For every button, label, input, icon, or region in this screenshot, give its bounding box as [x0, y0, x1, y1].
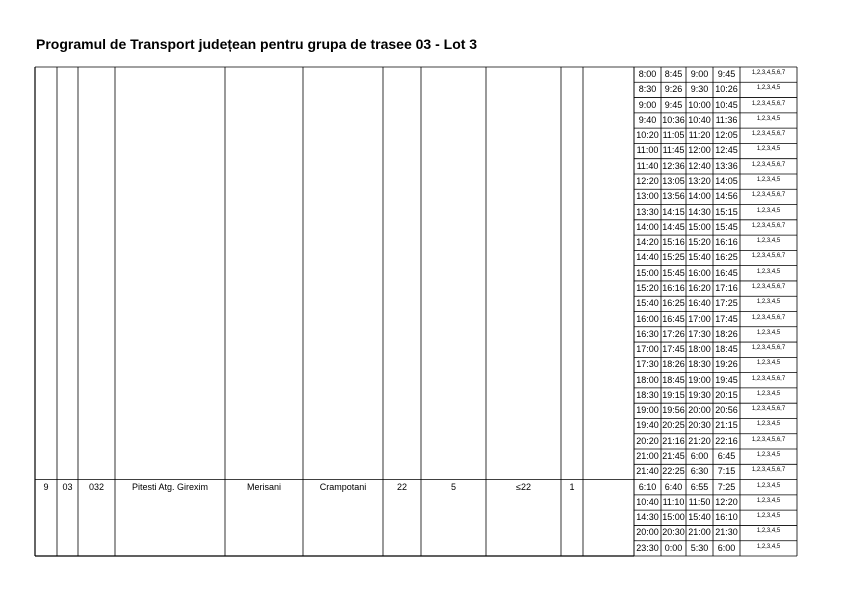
schedule-time-cell: 16:00 [636, 313, 659, 324]
schedule-time-cell: 10:20 [636, 130, 659, 141]
schedule-days-cell: 1,2,3,4,5,6,7 [751, 192, 786, 199]
schedule-time-cell: 17:00 [688, 313, 711, 324]
schedule-time-cell: 6:40 [664, 481, 683, 492]
schedule-time-cell: 12:00 [688, 145, 711, 156]
schedule-time-cell: 22:25 [662, 466, 685, 477]
schedule-days-cell: 1,2,3,4,5,6,7 [751, 436, 786, 443]
schedule-time-cell: 15:16 [662, 237, 685, 248]
schedule-time-cell: 21:00 [636, 451, 659, 462]
schedule-time-cell: 7:15 [717, 466, 736, 477]
schedule-time-cell: 14:05 [715, 175, 738, 186]
schedule-time-cell: 12:36 [662, 160, 685, 171]
schedule-time-cell: 11:40 [636, 160, 659, 171]
schedule-time-cell: 21:20 [688, 435, 711, 446]
schedule-time-cell: 14:40 [636, 252, 659, 263]
schedule-days-cell: 1,2,3,4,5 [756, 176, 781, 183]
schedule-time-cell: 15:20 [688, 237, 711, 248]
schedule-time-cell: 13:30 [636, 206, 659, 217]
route-end-cell: Crampotani [319, 481, 367, 492]
schedule-time-cell: 15:25 [662, 252, 685, 263]
schedule-time-cell: 9:40 [638, 114, 657, 125]
schedule-time-cell: 19:56 [662, 405, 685, 416]
schedule-time-cell: 10:40 [688, 114, 711, 125]
schedule-time-cell: 9:30 [690, 84, 709, 95]
route-capacity-cell: ≤22 [516, 481, 531, 492]
schedule-time-cell: 14:20 [636, 237, 659, 248]
schedule-time-cell: 11:36 [715, 114, 738, 125]
schedule-days-cell: 1,2,3,4,5,6,7 [751, 283, 786, 290]
schedule-days-cell: 1,2,3,4,5 [756, 268, 781, 275]
schedule-days-cell: 1,2,3,4,5,6,7 [751, 345, 786, 352]
schedule-time-cell: 22:16 [715, 435, 738, 446]
schedule-time-cell: 16:25 [662, 298, 685, 309]
schedule-days-cell: 1,2,3,4,5 [756, 299, 781, 306]
schedule-time-cell: 15:15 [715, 206, 738, 217]
schedule-time-cell: 15:00 [688, 221, 711, 232]
route-code-cell: 032 [88, 481, 105, 492]
schedule-time-cell: 15:40 [688, 512, 711, 523]
schedule-time-cell: 9:00 [638, 99, 657, 110]
schedule-time-cell: 8:45 [664, 69, 683, 79]
schedule-time-cell: 19:15 [662, 389, 685, 400]
schedule-time-cell: 13:56 [662, 191, 685, 202]
schedule-time-cell: 7:25 [717, 481, 736, 492]
schedule-time-cell: 16:45 [662, 313, 685, 324]
schedule-time-cell: 15:00 [662, 512, 685, 523]
schedule-days-cell: 1,2,3,4,5,6,7 [751, 253, 786, 260]
schedule-time-cell: 20:00 [636, 527, 659, 538]
schedule-time-cell: 10:36 [662, 114, 685, 125]
schedule-time-cell: 18:30 [688, 359, 711, 370]
schedule-time-cell: 11:20 [688, 130, 711, 141]
schedule-time-cell: 21:15 [715, 420, 738, 431]
schedule-time-cell: 12:40 [688, 160, 711, 171]
schedule-time-cell: 21:00 [688, 527, 711, 538]
schedule-time-cell: 14:00 [636, 221, 659, 232]
schedule-time-cell: 6:30 [690, 466, 709, 477]
schedule-days-cell: 1,2,3,4,5 [756, 115, 781, 122]
schedule-time-cell: 15:40 [688, 252, 711, 263]
schedule-time-cell: 8:30 [638, 84, 657, 95]
schedule-days-cell: 1,2,3,4,5,6,7 [751, 100, 786, 107]
schedule-days-cell: 1,2,3,4,5,6,7 [751, 222, 786, 229]
schedule-time-cell: 18:26 [715, 328, 738, 339]
schedule-time-cell: 17:25 [715, 298, 738, 309]
schedule-time-cell: 18:30 [636, 389, 659, 400]
schedule-time-cell: 23:30 [636, 542, 659, 553]
schedule-time-cell: 9:00 [690, 69, 709, 79]
schedule-time-cell: 17:45 [662, 344, 685, 355]
schedule-time-cell: 14:45 [662, 221, 685, 232]
schedule-time-cell: 19:26 [715, 359, 738, 370]
schedule-time-cell: 11:45 [662, 145, 685, 156]
schedule-time-cell: 14:56 [715, 191, 738, 202]
schedule-days-cell: 1,2,3,4,5 [756, 513, 781, 520]
schedule-time-cell: 6:10 [638, 481, 657, 492]
schedule-time-cell: 14:15 [662, 206, 685, 217]
schedule-time-cell: 16:16 [715, 237, 738, 248]
schedule-days-cell: 1,2,3,4,5 [756, 329, 781, 336]
schedule-time-cell: 6:00 [717, 542, 736, 553]
schedule-time-cell: 17:00 [636, 344, 659, 355]
schedule-time-cell: 20:00 [688, 405, 711, 416]
schedule-time-cell: 10:45 [715, 99, 738, 110]
schedule-days-cell: 1,2,3,4,5 [756, 528, 781, 535]
schedule-time-cell: 20:56 [715, 405, 738, 416]
schedule-time-cell: 20:20 [636, 435, 659, 446]
route-start-cell: Pitesti Atg. Girexim [131, 481, 209, 492]
schedule-days-cell: 1,2,3,4,5 [756, 146, 781, 153]
schedule-time-cell: 6:00 [690, 451, 709, 462]
schedule-time-cell: 15:20 [636, 282, 659, 293]
schedule-time-cell: 20:15 [715, 389, 738, 400]
schedule-time-cell: 19:00 [636, 405, 659, 416]
route-via-cell: Merisani [246, 481, 281, 492]
schedule-time-cell: 17:26 [662, 328, 685, 339]
schedule-time-cell: 5:30 [690, 542, 709, 553]
schedule-time-cell: 16:45 [715, 267, 738, 278]
schedule-time-cell: 16:00 [688, 267, 711, 278]
schedule-time-cell: 18:00 [688, 344, 711, 355]
schedule-time-cell: 13:00 [636, 191, 659, 202]
schedule-time-cell: 10:00 [688, 99, 711, 110]
schedule-time-cell: 21:45 [662, 451, 685, 462]
schedule-time-cell: 15:45 [715, 221, 738, 232]
schedule-time-cell: 16:40 [688, 298, 711, 309]
schedule-time-cell: 15:40 [636, 298, 659, 309]
schedule-days-cell: 1,2,3,4,5 [756, 452, 781, 459]
schedule-time-cell: 11:10 [662, 496, 685, 507]
schedule-time-cell: 19:40 [636, 420, 659, 431]
schedule-time-cell: 16:16 [662, 282, 685, 293]
schedule-time-cell: 12:20 [636, 175, 659, 186]
schedule-time-cell: 20:30 [662, 527, 685, 538]
route-group-cell: 03 [62, 481, 73, 492]
schedule-days-cell: 1,2,3,4,5,6,7 [751, 375, 786, 382]
schedule-time-cell: 10:26 [715, 84, 738, 95]
schedule-time-cell: 21:40 [636, 466, 659, 477]
schedule-time-cell: 19:30 [688, 389, 711, 400]
schedule-time-cell: 14:30 [688, 206, 711, 217]
schedule-days-cell: 1,2,3,4,5 [756, 238, 781, 245]
schedule-days-cell: 1,2,3,4,5 [756, 390, 781, 397]
schedule-days-cell: 1,2,3,4,5 [756, 543, 781, 550]
schedule-time-cell: 17:45 [715, 313, 738, 324]
schedule-time-cell: 21:30 [715, 527, 738, 538]
schedule-time-cell: 17:30 [636, 359, 659, 370]
schedule-days-cell: 1,2,3,4,5 [756, 85, 781, 92]
schedule-time-cell: 9:26 [664, 84, 683, 95]
schedule-time-cell: 15:00 [636, 267, 659, 278]
schedule-days-cell: 1,2,3,4,5 [756, 360, 781, 367]
schedule-time-cell: 8:00 [638, 69, 657, 79]
schedule-time-cell: 18:00 [636, 374, 659, 385]
route-number-cell: 9 [43, 481, 49, 492]
schedule-time-cell: 16:25 [715, 252, 738, 263]
schedule-days-cell: 1,2,3,4,5 [756, 497, 781, 504]
schedule-time-cell: 17:30 [688, 328, 711, 339]
schedule-time-cell: 16:20 [688, 282, 711, 293]
schedule-days-cell: 1,2,3,4,5 [756, 421, 781, 428]
schedule-time-cell: 14:00 [688, 191, 711, 202]
schedule-time-cell: 11:00 [636, 145, 659, 156]
schedule-time-cell: 12:45 [715, 145, 738, 156]
schedule-time-cell: 21:16 [662, 435, 685, 446]
page-title: Programul de Transport județean pentru grupa de trasee 03 - Lot 3 [36, 36, 478, 52]
schedule-time-cell: 16:30 [636, 328, 659, 339]
schedule-time-cell: 18:45 [662, 374, 685, 385]
schedule-time-cell: 14:30 [636, 512, 659, 523]
schedule-days-cell: 1,2,3,4,5,6,7 [751, 131, 786, 138]
schedule-time-cell: 13:20 [688, 175, 711, 186]
route-distance-cell: 22 [396, 481, 407, 492]
schedule-time-cell: 0:00 [664, 542, 683, 553]
schedule-time-cell: 19:00 [688, 374, 711, 385]
schedule-days-cell: 1,2,3,4,5,6,7 [751, 314, 786, 321]
schedule-days-cell: 1,2,3,4,5 [756, 482, 781, 489]
schedule-time-cell: 18:26 [662, 359, 685, 370]
schedule-time-cell: 10:40 [636, 496, 659, 507]
schedule-days-cell: 1,2,3,4,5 [756, 207, 781, 214]
schedule-time-cell: 12:05 [715, 130, 738, 141]
schedule-time-cell: 9:45 [717, 69, 736, 79]
schedule-time-cell: 17:16 [715, 282, 738, 293]
schedule-time-cell: 13:05 [662, 175, 685, 186]
schedule-time-cell: 11:50 [688, 496, 711, 507]
schedule-time-cell: 18:45 [715, 344, 738, 355]
schedule-time-cell: 13:36 [715, 160, 738, 171]
schedule-days-cell: 1,2,3,4,5,6,7 [751, 70, 786, 76]
schedule-days-cell: 1,2,3,4,5,6,7 [751, 467, 786, 474]
schedule-time-cell: 20:25 [662, 420, 685, 431]
schedule-time-cell: 11:05 [662, 130, 685, 141]
schedule-days-cell: 1,2,3,4,5,6,7 [751, 406, 786, 413]
schedule-time-cell: 6:55 [690, 481, 709, 492]
schedule-time-cell: 12:20 [715, 496, 738, 507]
route-vehicles-cell: 1 [569, 481, 575, 492]
schedule-days-cell: 1,2,3,4,5,6,7 [751, 161, 786, 168]
route-stops-cell: 5 [450, 481, 456, 492]
schedule-time-cell: 6:45 [717, 451, 736, 462]
schedule-time-cell: 15:45 [662, 267, 685, 278]
schedule-time-cell: 19:45 [715, 374, 738, 385]
schedule-time-cell: 20:30 [688, 420, 711, 431]
schedule-time-cell: 9:45 [664, 99, 683, 110]
schedule-time-cell: 16:10 [715, 512, 738, 523]
